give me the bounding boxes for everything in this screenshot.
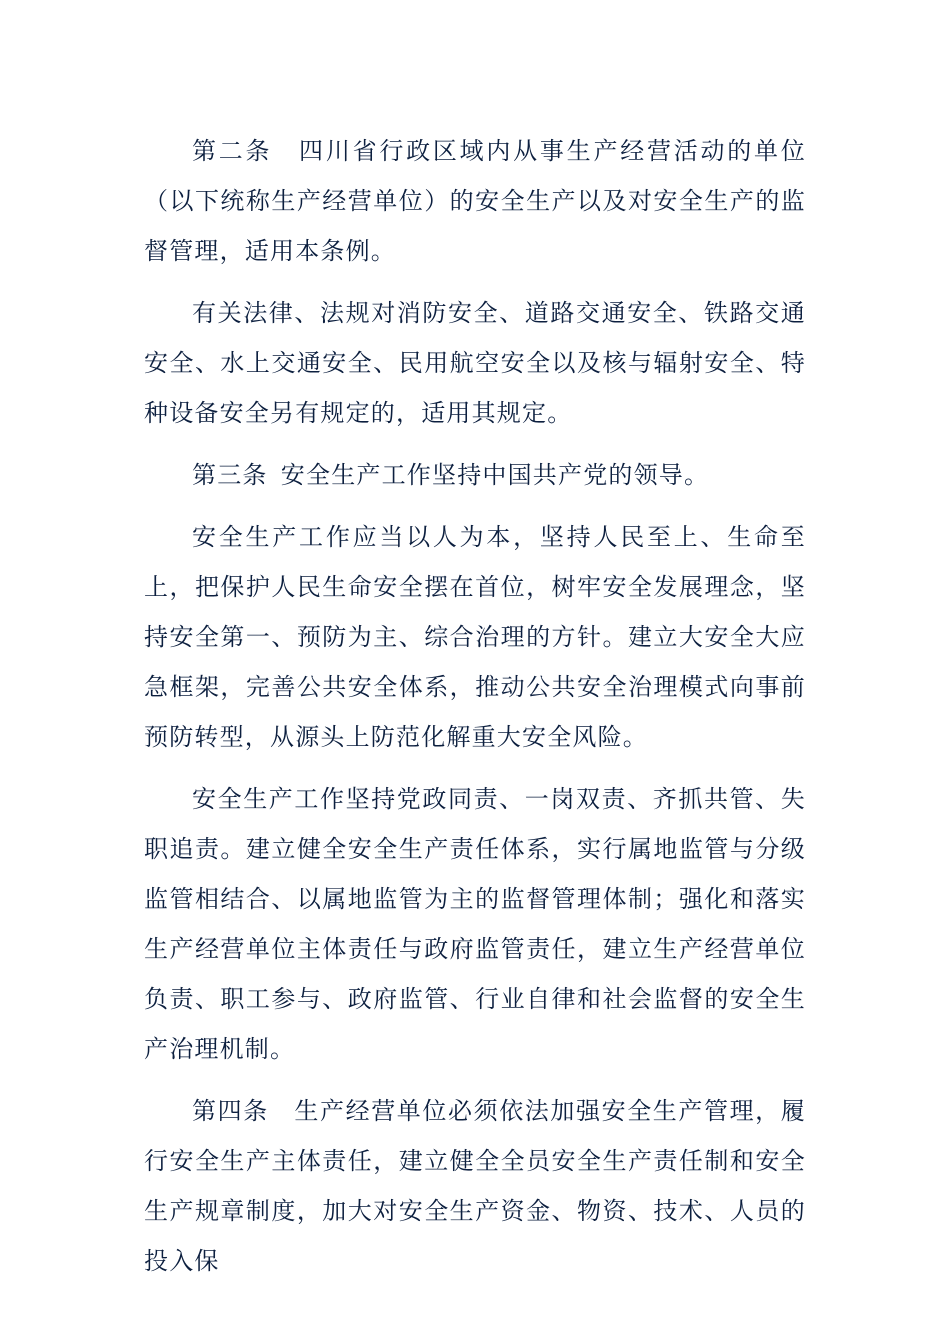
- paragraph-article-2: 第二条 四川省行政区域内从事生产经营活动的单位（以下统称生产经营单位）的安全生产以及对安全生产的监督管理，适用本条例。: [144, 137, 806, 265]
- paragraph-article-3-principles: 安全生产工作应当以人为本，坚持人民至上、生命至上，把保护人民生命安全摆在首位，树牢安全发展理念，坚持安全第一、预防为主、综合治理的方针。建立大安全大应急框架，完善公共安全体系，推动公共安全治理模式向事前预防转型，从源头上防范化解重大安全风险。: [144, 523, 806, 751]
- paragraph-article-4: 第四条 生产经营单位必须依法加强安全生产管理，履行安全生产主体责任，建立健全全员安全生产责任制和安全生产规章制度，加大对安全生产资金、物资、技术、人员的投入保: [144, 1097, 806, 1275]
- paragraph-article-3-responsibility: 安全生产工作坚持党政同责、一岗双责、齐抓共管、失职追责。建立健全安全生产责任体系，实行属地监管与分级监管相结合、以属地监管为主的监督管理体制；强化和落实生产经营单位主体责任与政府监管责任，建立生产经营单位负责、职工参与、政府监管、行业自律和社会监督的安全生产治理机制。: [144, 785, 806, 1063]
- paragraph-article-2-exceptions: 有关法律、法规对消防安全、道路交通安全、铁路交通安全、水上交通安全、民用航空安全以及核与辐射安全、特种设备安全另有规定的，适用其规定。: [144, 299, 806, 427]
- paragraph-article-3: 第三条 安全生产工作坚持中国共产党的领导。: [192, 461, 710, 489]
- document-body: [144, 126, 806, 1298]
